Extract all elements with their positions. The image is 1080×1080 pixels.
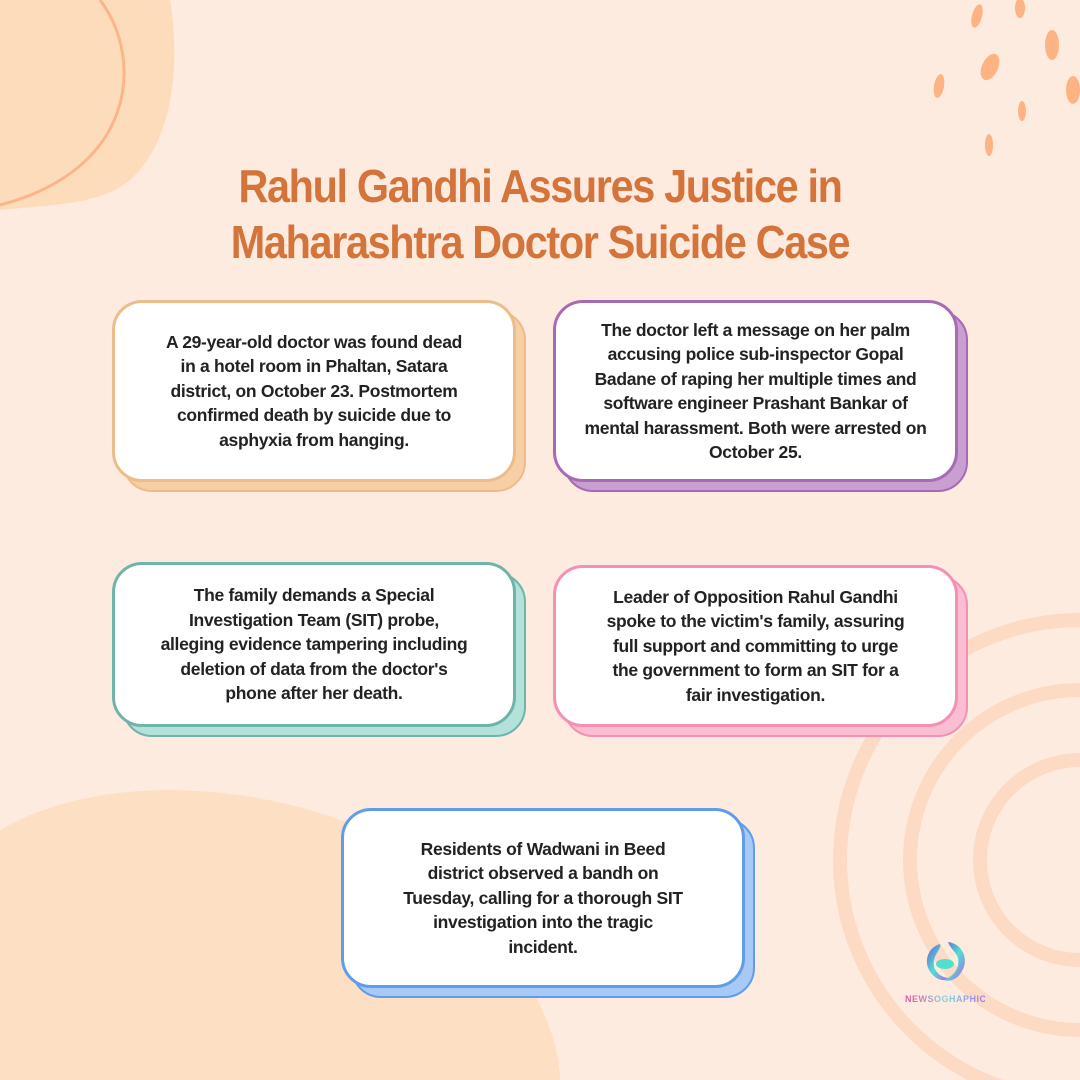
card-text: A 29-year-old doctor was found dead in a hotel room in Phaltan, Satara district, on October 23. Postmortem confirmed death by suicide due to asphyxia from hanging.: [165, 331, 463, 450]
card-text: Leader of Opposition Rahul Gandhi spoke to the victim's family, assuring full support and committing to urge the government to form an SIT for a fair investigation.: [606, 586, 905, 705]
fact-card-3: [112, 562, 516, 727]
fact-card-5: [341, 808, 745, 988]
title-line-2: Maharashtra Doctor Suicide Case: [230, 216, 850, 268]
fact-card-1: [112, 300, 516, 482]
logo-text: NEWSOGHAPHICS: [905, 994, 994, 1004]
fact-card-2: [553, 300, 958, 482]
logo-globe-icon: [920, 940, 970, 985]
card-text: Residents of Wadwani in Beed district observed a bandh on Tuesday, calling for a thorough SIT investigation into the tragic incident.: [403, 838, 683, 957]
card-text: The doctor left a message on her palm accusing police sub-inspector Gopal Badane of raping her multiple times and software engineer Prashant Bankar of mental harassment. Both were arrested on October 25.: [584, 319, 927, 462]
title-line-1: Rahul Gandhi Assures Justice in: [238, 160, 842, 212]
page-title: [54, 158, 1026, 270]
fact-card-4: [553, 565, 958, 727]
card-text: The family demands a Special Investigation Team (SIT) probe, alleging evidence tampering including deletion of data from the doctor's phone after her death.: [160, 585, 468, 704]
newsographics-logo: [905, 940, 994, 1004]
